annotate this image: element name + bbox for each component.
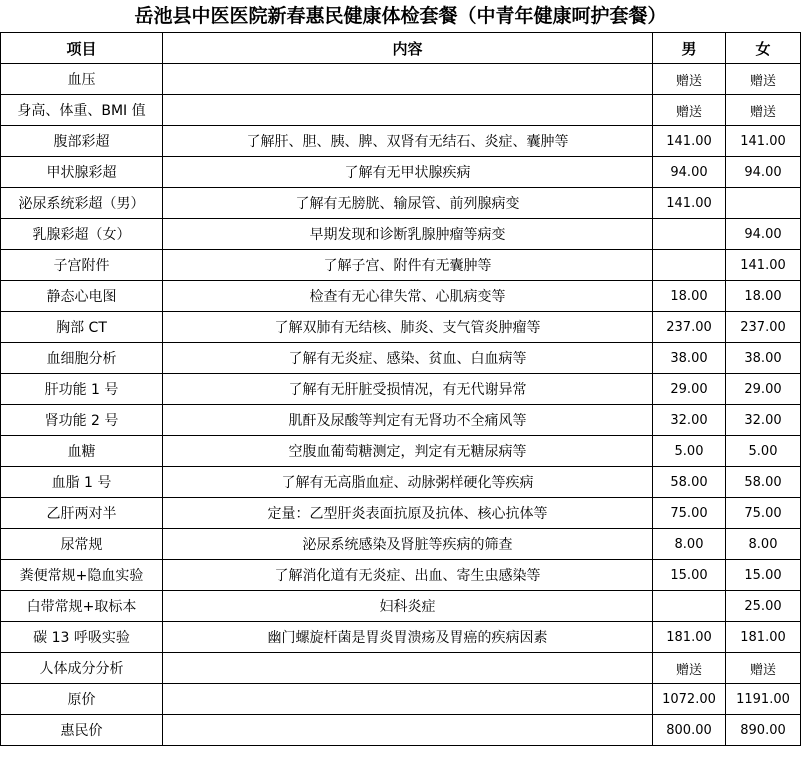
- table-row: [1, 219, 801, 250]
- table-row: [1, 467, 801, 498]
- row-content: 了解有无甲状腺疾病: [163, 157, 653, 188]
- document-title: 岳池县中医医院新春惠民健康体检套餐（中青年健康呵护套餐）: [134, 5, 667, 27]
- row-price-male: 141.00: [653, 126, 726, 157]
- row-price-male: 38.00: [653, 343, 726, 374]
- row-item: 身高、体重、BMI 值: [1, 95, 163, 126]
- row-price-male: 5.00: [653, 436, 726, 467]
- table-row: [1, 405, 801, 436]
- row-content: 了解子宫、附件有无囊肿等: [163, 250, 653, 281]
- row-content: 了解有无肝脏受损情况，有无代谢异常: [163, 374, 653, 405]
- row-item: 肾功能 2 号: [1, 405, 163, 436]
- row-price-female: 75.00: [726, 498, 801, 529]
- row-price-male: 237.00: [653, 312, 726, 343]
- row-content: 了解肝、胆、胰、脾、双肾有无结石、炎症、囊肿等: [163, 126, 653, 157]
- row-price-male: 58.00: [653, 467, 726, 498]
- row-price-female: 32.00: [726, 405, 801, 436]
- row-price-male: [653, 250, 726, 281]
- row-price-female: 141.00: [726, 250, 801, 281]
- row-price-female: 29.00: [726, 374, 801, 405]
- row-content: [163, 64, 653, 95]
- row-price-female: 25.00: [726, 591, 801, 622]
- row-price-female: 181.00: [726, 622, 801, 653]
- table-header-row: [1, 33, 801, 64]
- row-content: 了解双肺有无结核、肺炎、支气管炎肿瘤等: [163, 312, 653, 343]
- row-price-female: 94.00: [726, 157, 801, 188]
- table-row: [1, 343, 801, 374]
- table-row: [1, 529, 801, 560]
- row-price-female: 赠送: [726, 95, 801, 126]
- row-content: 肌酐及尿酸等判定有无肾功不全痛风等: [163, 405, 653, 436]
- table-row: [1, 281, 801, 312]
- row-item: 胸部 CT: [1, 312, 163, 343]
- row-content: 泌尿系统感染及肾脏等疾病的筛查: [163, 529, 653, 560]
- row-price-male: 75.00: [653, 498, 726, 529]
- row-content: 幽门螺旋杆菌是胃炎胃溃疡及胃癌的疾病因素: [163, 622, 653, 653]
- row-price-female: 890.00: [726, 715, 801, 746]
- row-price-female: 5.00: [726, 436, 801, 467]
- table-row: [1, 653, 801, 684]
- row-price-female: 1191.00: [726, 684, 801, 715]
- row-price-female: 141.00: [726, 126, 801, 157]
- row-price-male: 94.00: [653, 157, 726, 188]
- table-row: [1, 157, 801, 188]
- table-row: [1, 126, 801, 157]
- table-row: [1, 436, 801, 467]
- row-item: 血细胞分析: [1, 343, 163, 374]
- row-price-female: 8.00: [726, 529, 801, 560]
- table-row: [1, 560, 801, 591]
- header-female: 女: [726, 33, 801, 64]
- row-price-female: 18.00: [726, 281, 801, 312]
- row-item: 肝功能 1 号: [1, 374, 163, 405]
- row-content: [163, 95, 653, 126]
- total-row: [1, 684, 801, 715]
- row-price-male: 32.00: [653, 405, 726, 436]
- row-price-male: 141.00: [653, 188, 726, 219]
- row-price-female: 58.00: [726, 467, 801, 498]
- row-price-male: 181.00: [653, 622, 726, 653]
- row-price-male: [653, 591, 726, 622]
- table-row: [1, 312, 801, 343]
- total-row: [1, 715, 801, 746]
- table-row: [1, 591, 801, 622]
- header-item: 项目: [1, 33, 163, 64]
- header-male: 男: [653, 33, 726, 64]
- row-price-female: 38.00: [726, 343, 801, 374]
- row-content: 了解有无膀胱、输尿管、前列腺病变: [163, 188, 653, 219]
- row-price-male: 赠送: [653, 653, 726, 684]
- row-content: [163, 684, 653, 715]
- row-item: 乳腺彩超（女）: [1, 219, 163, 250]
- row-price-male: 29.00: [653, 374, 726, 405]
- row-price-female: [726, 188, 801, 219]
- row-price-male: 8.00: [653, 529, 726, 560]
- header-content: 内容: [163, 33, 653, 64]
- table-row: [1, 250, 801, 281]
- row-item: 血糖: [1, 436, 163, 467]
- row-price-male: 18.00: [653, 281, 726, 312]
- row-price-male: 1072.00: [653, 684, 726, 715]
- row-item: 尿常规: [1, 529, 163, 560]
- row-price-female: 237.00: [726, 312, 801, 343]
- table-row: [1, 188, 801, 219]
- row-content: 检查有无心律失常、心肌病变等: [163, 281, 653, 312]
- table-row: [1, 374, 801, 405]
- row-content: 空腹血葡萄糖测定，判定有无糖尿病等: [163, 436, 653, 467]
- row-item: 粪便常规+隐血实验: [1, 560, 163, 591]
- table-row: [1, 64, 801, 95]
- row-item: 惠民价: [1, 715, 163, 746]
- row-item: 碳 13 呼吸实验: [1, 622, 163, 653]
- row-price-female: 15.00: [726, 560, 801, 591]
- row-item: 血压: [1, 64, 163, 95]
- table-body: [1, 64, 801, 746]
- row-content: [163, 715, 653, 746]
- row-item: 静态心电图: [1, 281, 163, 312]
- row-content: 妇科炎症: [163, 591, 653, 622]
- row-item: 甲状腺彩超: [1, 157, 163, 188]
- table-row: [1, 95, 801, 126]
- row-content: 了解有无高脂血症、动脉粥样硬化等疾病: [163, 467, 653, 498]
- row-price-female: 赠送: [726, 64, 801, 95]
- row-content: 了解消化道有无炎症、出血、寄生虫感染等: [163, 560, 653, 591]
- row-price-male: 赠送: [653, 64, 726, 95]
- row-item: 乙肝两对半: [1, 498, 163, 529]
- table-row: [1, 498, 801, 529]
- table-row: [1, 622, 801, 653]
- row-item: 血脂 1 号: [1, 467, 163, 498]
- row-price-male: 800.00: [653, 715, 726, 746]
- row-content: [163, 653, 653, 684]
- row-item: 白带常规+取标本: [1, 591, 163, 622]
- row-item: 腹部彩超: [1, 126, 163, 157]
- row-price-male: [653, 219, 726, 250]
- row-price-male: 15.00: [653, 560, 726, 591]
- row-item: 泌尿系统彩超（男）: [1, 188, 163, 219]
- row-content: 了解有无炎症、感染、贫血、白血病等: [163, 343, 653, 374]
- row-item: 原价: [1, 684, 163, 715]
- row-price-male: 赠送: [653, 95, 726, 126]
- row-item: 人体成分分析: [1, 653, 163, 684]
- row-price-female: 94.00: [726, 219, 801, 250]
- row-content: 定量：乙型肝炎表面抗原及抗体、核心抗体等: [163, 498, 653, 529]
- row-item: 子宫附件: [1, 250, 163, 281]
- row-content: 早期发现和诊断乳腺肿瘤等病变: [163, 219, 653, 250]
- checkup-package-table: [0, 32, 801, 746]
- row-price-female: 赠送: [726, 653, 801, 684]
